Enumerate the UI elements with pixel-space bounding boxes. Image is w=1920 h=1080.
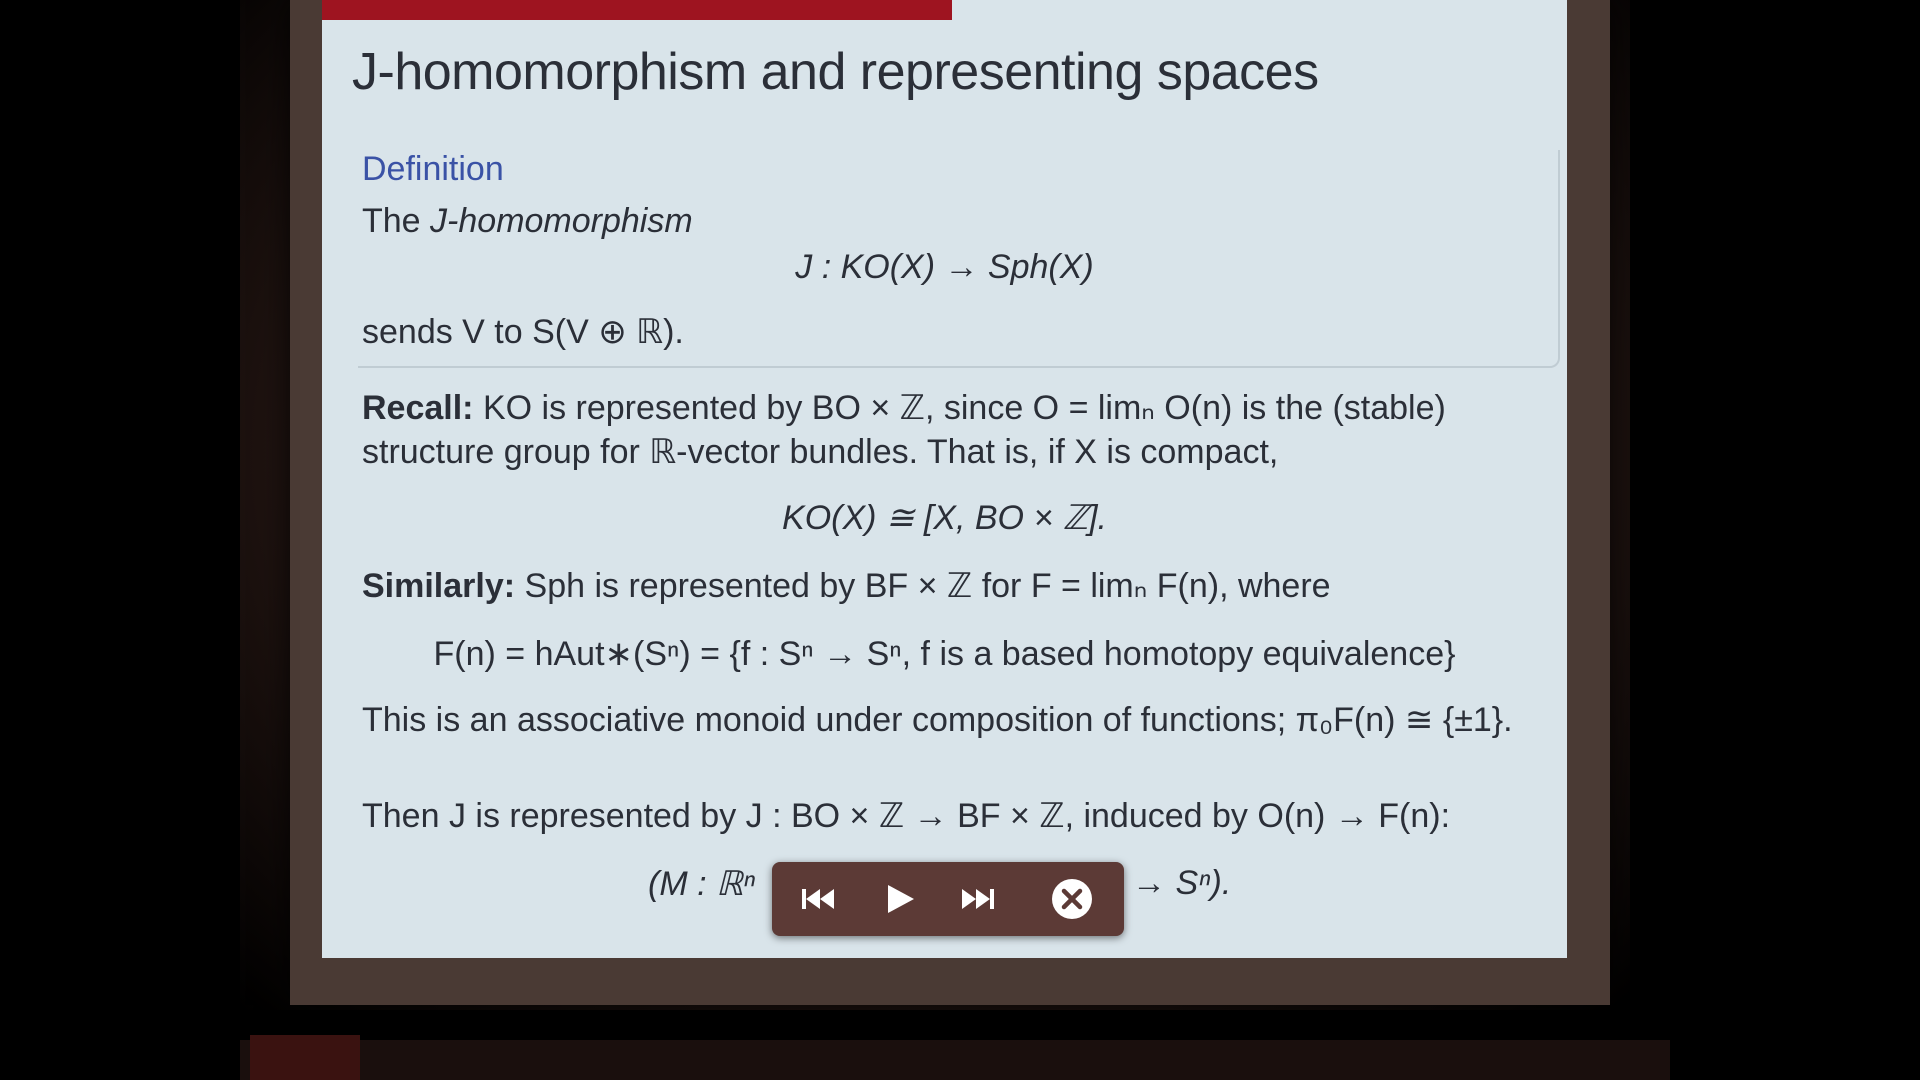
similarly-label: Similarly:	[362, 567, 516, 605]
similarly-text-1: Sph is represented by BF × ℤ for F = limₙ F(n), where	[524, 567, 1331, 605]
close-button[interactable]	[1048, 875, 1096, 923]
definition-line-1-prefix: The	[362, 202, 431, 240]
recall-label: Recall:	[362, 389, 474, 427]
floor-strip	[240, 1040, 1670, 1080]
media-player-controls	[772, 862, 1124, 936]
recall-text-1: KO is represented by BO × ℤ, since O = limₙ O(n) is the (stable)	[482, 389, 1446, 427]
then-line-1: Then J is represented by J : BO × ℤ → BF × ℤ, induced by O(n) → F(n):	[362, 797, 1451, 835]
definition-line-3: sends V to S(V ⊕ ℝ).	[362, 313, 684, 351]
recall-line-2: structure group for ℝ-vector bundles. That is, if X is compact,	[362, 433, 1279, 471]
recall-formula: KO(X) ≅ [X, BO × ℤ].	[782, 499, 1107, 537]
skip-previous-icon	[800, 885, 840, 913]
previous-button[interactable]	[796, 875, 844, 923]
definition-line-1	[362, 202, 693, 241]
definition-heading: Definition	[362, 150, 504, 188]
play-button[interactable]	[876, 875, 924, 923]
definition-term: J-homomorphism	[430, 202, 693, 240]
floor-object	[250, 1035, 360, 1080]
skip-next-icon	[956, 885, 996, 913]
title-accent-bar	[322, 0, 952, 20]
then-formula-left: (M : ℝⁿ	[648, 865, 756, 903]
close-icon	[1050, 877, 1094, 921]
definition-formula: J : KO(X) → Sph(X)	[795, 248, 1094, 286]
similarly-line-1	[362, 566, 1331, 606]
similarly-line-3: This is an associative monoid under composition of functions; π₀F(n) ≅ {±1}.	[362, 701, 1513, 739]
next-button[interactable]	[952, 875, 1000, 923]
play-icon	[882, 881, 918, 917]
similarly-formula: F(n) = hAut∗(Sⁿ) = {f : Sⁿ → Sⁿ, f is a based homotopy equivalence}	[433, 635, 1456, 673]
recall-line-1	[362, 388, 1446, 428]
slide	[322, 0, 1567, 958]
slide-title: J-homomorphism and representing spaces	[352, 43, 1319, 101]
then-formula-right: → Sⁿ).	[1132, 864, 1232, 902]
